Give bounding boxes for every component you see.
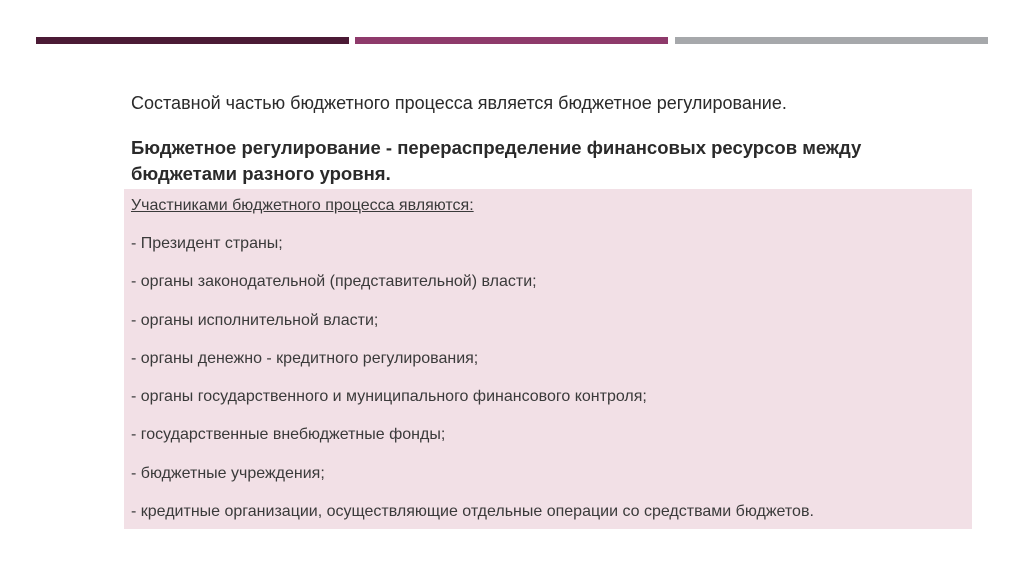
list-item: - органы государственного и муниципального финансового контроля; — [131, 388, 647, 406]
list-item: - органы законодательной (представительной) власти; — [131, 273, 537, 291]
list-item: - кредитные организации, осуществляющие отдельные операции со средствами бюджетов. — [131, 503, 814, 521]
header-bar-dark — [36, 37, 349, 44]
header-bar-gray — [675, 37, 988, 44]
header-bar-magenta — [355, 37, 668, 44]
list-item: - государственные внебюджетные фонды; — [131, 426, 446, 444]
list-item: - органы денежно - кредитного регулирования; — [131, 349, 479, 367]
participants-box — [124, 189, 972, 529]
intro-text: Составной частью бюджетного процесса является бюджетное регулирование. — [131, 93, 787, 113]
list-item: - Президент страны; — [131, 235, 283, 252]
participants-heading: Участниками бюджетного процесса являются: — [131, 197, 474, 214]
list-item: - органы исполнительной власти; — [131, 311, 379, 329]
participants-list — [131, 235, 814, 541]
list-item: - бюджетные учреждения; — [131, 464, 325, 482]
definition-text: Бюджетное регулирование - перераспределение финансовых ресурсов между бюджетами разного уровня. — [131, 137, 862, 184]
